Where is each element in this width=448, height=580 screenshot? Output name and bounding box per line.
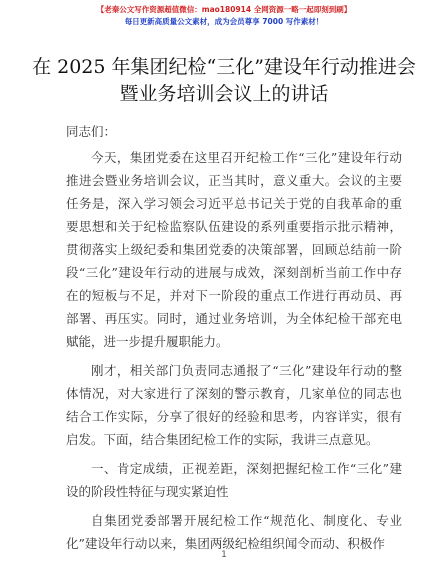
paragraph-section-1: 自集团党委部署开展纪检工作“规范化、制度化、专业化”建设年行动以来，集团两级纪检组织闻令而动、积极作 (66, 513, 402, 551)
banner-promo-line: 【老秦公文写作资源超值微信：mao180914 全网资源一略一起即刻到刷】 (96, 5, 352, 14)
section-heading-1: 一、肯定成绩，正视差距，深刻把握纪检工作“三化”建设的阶段性特征与现实紧迫性 (66, 461, 402, 499)
header-banner (0, 0, 448, 28)
paragraph-intro: 今天，集团党委在这里召开纪检工作“三化”建设年行动推进会暨业务培训会议，正当其时，意义重大。会议的主要任务是，深入学习领会习近平总书记关于党的自我革命的重要思想和关于纪检监察队伍建设的系列重要指示批示精神，贯彻落实上级纪委和集团党委的决策部署，回顾总结前一阶段“三化”建设年行动的进展与成效，深刻剖析当前工作中存在的短板与不足，并对下一阶段的重点工作进行再动员、再部署、再压实。同时，通过业务培训，为全体纪检干部充电赋能，进一步提升履职能力。 (66, 150, 402, 349)
title-line-2: 暨业务培训会议上的讲话 (119, 83, 329, 105)
page-number: 1 (221, 550, 227, 560)
paragraph-context: 刚才，相关部门负责同志通报了“三化”建设年行动的整体情况，对大家进行了深刻的警示教育，几家单位的同志也结合工作实际，分享了很好的经验和思考，内容详实，很有启发。下面，结合集团纪检工作的实际，我讲三点意见。 (66, 363, 402, 447)
document-title (0, 54, 448, 108)
document-body (0, 122, 448, 555)
title-line-1: 在 2025 年集团纪检“三化”建设年行动推进会 (32, 56, 416, 78)
salutation: 同志们： (66, 124, 117, 139)
banner-update-line: 每日更新高质量公文素材，成为会员尊享 7000 写作素材！ (124, 17, 324, 26)
